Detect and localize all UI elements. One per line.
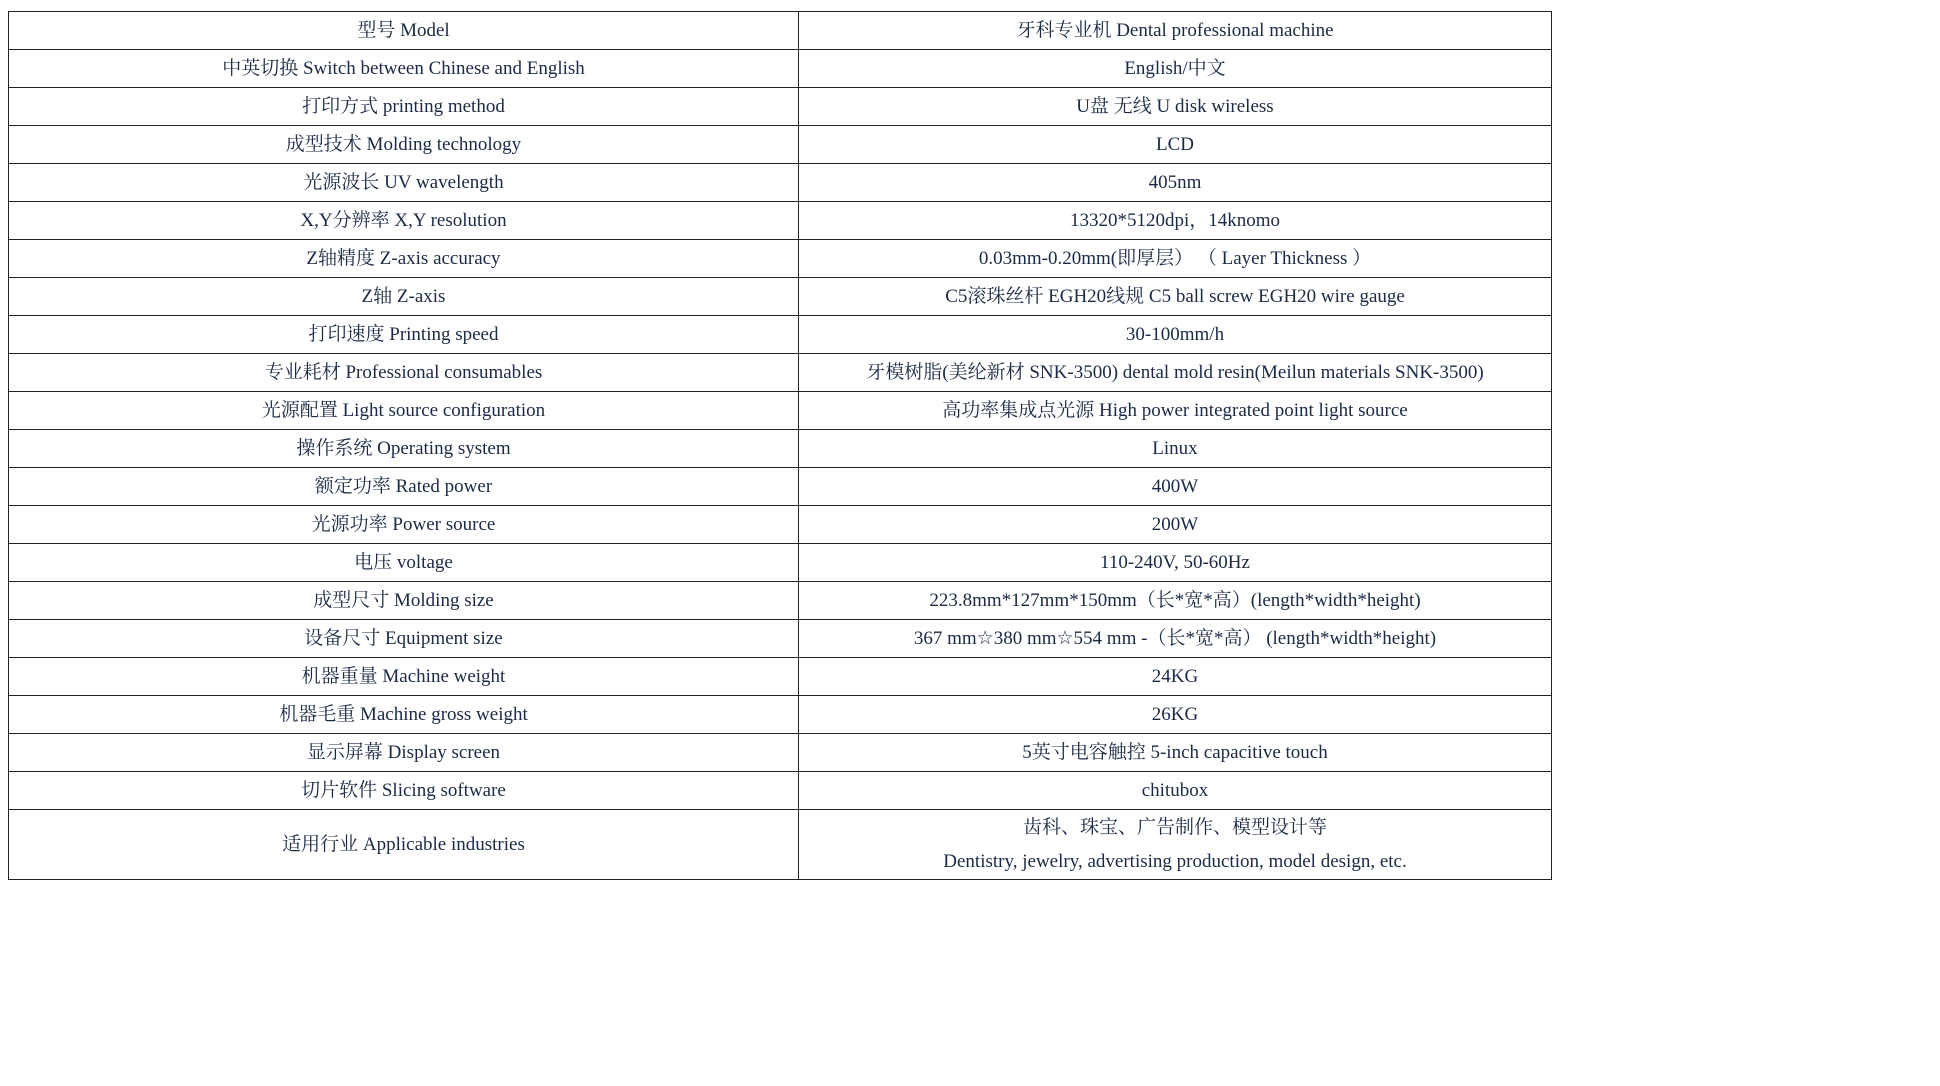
spec-label: 光源波长 UV wavelength	[9, 164, 799, 202]
spec-label: Z轴精度 Z-axis accuracy	[9, 240, 799, 278]
spec-value: 400W	[799, 468, 1552, 506]
table-row	[9, 316, 1552, 354]
table-row	[9, 240, 1552, 278]
spec-label: 型号 Model	[9, 12, 799, 50]
spec-label: 显示屏幕 Display screen	[9, 734, 799, 772]
spec-value: 405nm	[799, 164, 1552, 202]
table-row	[9, 772, 1552, 810]
spec-value: 24KG	[799, 658, 1552, 696]
spec-label: 适用行业 Applicable industries	[9, 810, 799, 880]
spec-label: 机器毛重 Machine gross weight	[9, 696, 799, 734]
spec-value: 5英寸电容触控 5-inch capacitive touch	[799, 734, 1552, 772]
table-row	[9, 278, 1552, 316]
spec-value: 牙科专业机 Dental professional machine	[799, 12, 1552, 50]
spec-label: 电压 voltage	[9, 544, 799, 582]
spec-label: 中英切换 Switch between Chinese and English	[9, 50, 799, 88]
spec-label: 成型尺寸 Molding size	[9, 582, 799, 620]
spec-value-en: Dentistry, jewelry, advertising production, model design, etc.	[943, 850, 1407, 872]
spec-value: LCD	[799, 126, 1552, 164]
table-row	[9, 468, 1552, 506]
spec-value: C5滚珠丝杆 EGH20线规 C5 ball screw EGH20 wire gauge	[799, 278, 1552, 316]
spec-value: Linux	[799, 430, 1552, 468]
spec-value: 高功率集成点光源 High power integrated point light source	[799, 392, 1552, 430]
spec-value: English/中文	[799, 50, 1552, 88]
table-row	[9, 50, 1552, 88]
table-row	[9, 506, 1552, 544]
table-row	[9, 164, 1552, 202]
spec-label: X,Y分辨率 X,Y resolution	[9, 202, 799, 240]
table-row	[9, 430, 1552, 468]
spec-label: 操作系统 Operating system	[9, 430, 799, 468]
spec-label: 切片软件 Slicing software	[9, 772, 799, 810]
spec-value: 200W	[799, 506, 1552, 544]
table-row	[9, 12, 1552, 50]
table-row-applicable-industries	[9, 810, 1552, 880]
table-row	[9, 734, 1552, 772]
spec-label: 打印速度 Printing speed	[9, 316, 799, 354]
spec-value-zh: 齿科、珠宝、广告制作、模型设计等	[1022, 816, 1327, 838]
spec-label: 光源配置 Light source configuration	[9, 392, 799, 430]
spec-value: 367 mm☆380 mm☆554 mm -（长*宽*高） (length*width*height)	[799, 620, 1552, 658]
table-row	[9, 582, 1552, 620]
spec-table	[8, 11, 1552, 880]
spec-value: 223.8mm*127mm*150mm（长*宽*高）(length*width*height)	[799, 582, 1552, 620]
spec-label: 额定功率 Rated power	[9, 468, 799, 506]
spec-label: 专业耗材 Professional consumables	[9, 354, 799, 392]
spec-label: Z轴 Z-axis	[9, 278, 799, 316]
spec-value: chitubox	[799, 772, 1552, 810]
table-row	[9, 202, 1552, 240]
spec-value: 0.03mm-0.20mm(即厚层） （ Layer Thickness ）	[799, 240, 1552, 278]
table-row	[9, 658, 1552, 696]
table-row	[9, 126, 1552, 164]
spec-label: 打印方式 printing method	[9, 88, 799, 126]
spec-value: 牙模树脂(美纶新材 SNK-3500) dental mold resin(Meilun materials SNK-3500)	[799, 354, 1552, 392]
spec-table-body	[9, 12, 1552, 880]
spec-value	[799, 810, 1552, 880]
table-row	[9, 696, 1552, 734]
spec-label: 光源功率 Power source	[9, 506, 799, 544]
spec-value: 13320*5120dpi，14knomo	[799, 202, 1552, 240]
spec-value: 110-240V, 50-60Hz	[799, 544, 1552, 582]
spec-value: 26KG	[799, 696, 1552, 734]
spec-label: 机器重量 Machine weight	[9, 658, 799, 696]
table-row	[9, 88, 1552, 126]
table-row	[9, 620, 1552, 658]
table-row	[9, 392, 1552, 430]
table-row	[9, 354, 1552, 392]
spec-value: U盘 无线 U disk wireless	[799, 88, 1552, 126]
table-row	[9, 544, 1552, 582]
spec-label: 成型技术 Molding technology	[9, 126, 799, 164]
spec-label: 设备尺寸 Equipment size	[9, 620, 799, 658]
spec-value: 30-100mm/h	[799, 316, 1552, 354]
